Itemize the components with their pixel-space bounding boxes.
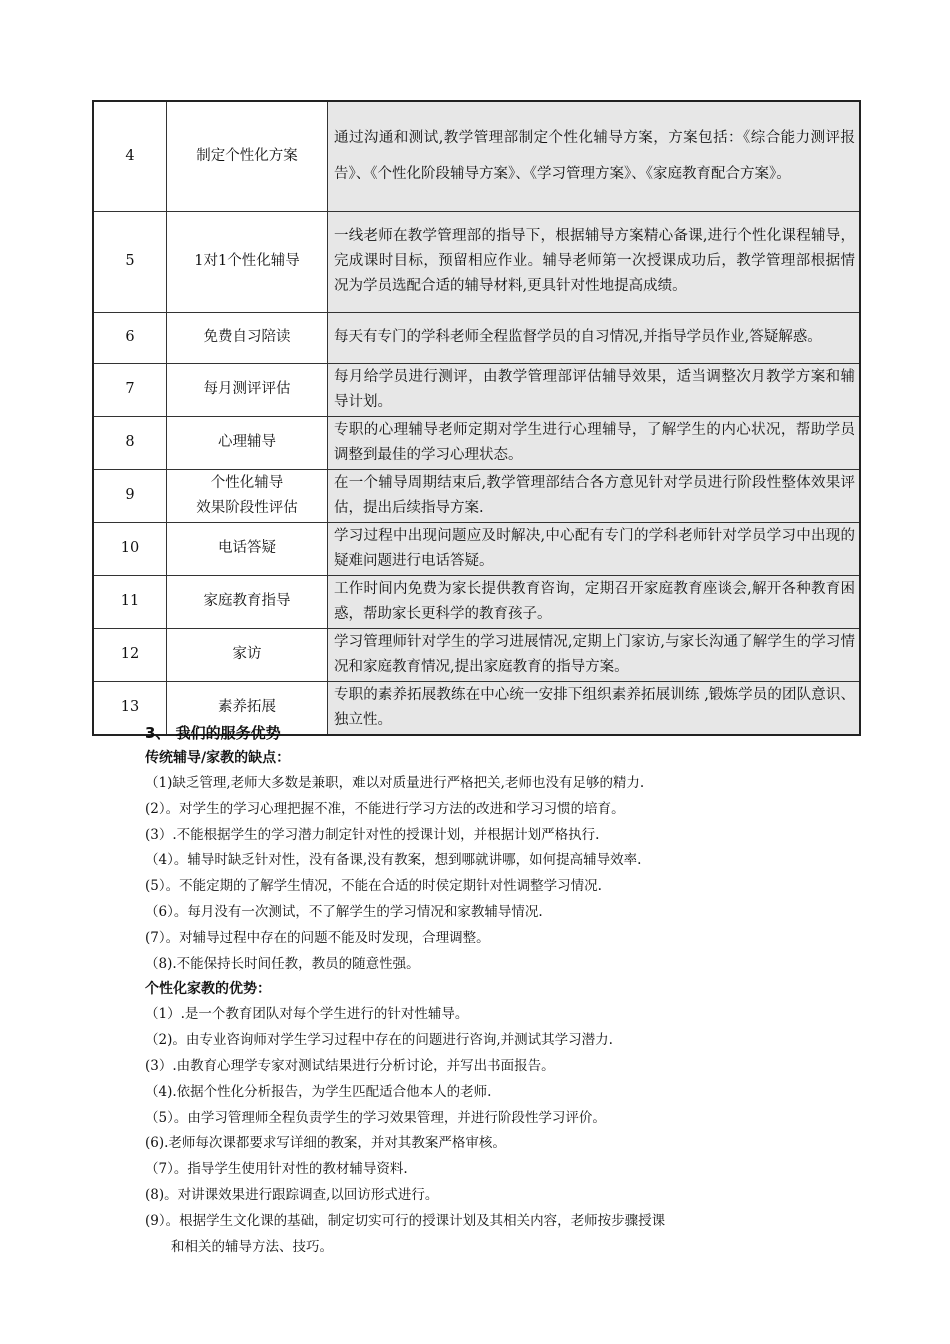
service-name: [167, 416, 328, 469]
service-name: [167, 628, 328, 681]
list-item: （1）.是一个教育团队对每个学生进行的针对性辅导。: [145, 1006, 469, 1023]
row-number: 12: [93, 628, 167, 681]
service-name-line: 心理辅导: [218, 434, 276, 450]
row-number: 6: [93, 312, 167, 363]
service-name-line: 每月测评评估: [203, 381, 291, 397]
service-name: [167, 522, 328, 575]
list-item: (5）。不能定期的了解学生情况，不能在合适的时侯定期针对性调整学习情况.: [145, 878, 602, 895]
table-row: [93, 416, 860, 469]
table-row: [93, 312, 860, 363]
list-item: (3）.不能根据学生的学习潜力制定针对性的授课计划，并根据计划严格执行.: [145, 826, 600, 843]
service-name: [167, 211, 328, 312]
service-name-line: 制定个性化方案: [196, 147, 298, 164]
service-name-line: 电话答疑: [218, 540, 276, 556]
row-number: 7: [93, 363, 167, 416]
table-row: [93, 211, 860, 312]
list-item-continuation: 和相关的辅导方法、技巧。: [171, 1238, 333, 1255]
table-row: [93, 101, 860, 211]
list-item: (8)。对讲课效果进行跟踪调查,以回访形式进行。: [145, 1186, 439, 1203]
row-number: 5: [93, 211, 167, 312]
table-row: [93, 522, 860, 575]
service-name: [167, 363, 328, 416]
service-name: [167, 101, 328, 211]
row-number: 8: [93, 416, 167, 469]
service-description: 每天有专门的学科老师全程监督学员的自习情况,并指导学员作业,答疑解惑。: [328, 312, 861, 363]
service-description: 学习过程中出现问题应及时解决,中心配有专门的学科老师针对学员学习中出现的疑难问题进行电话答疑。: [328, 522, 861, 575]
service-name-line: 素养拓展: [218, 699, 276, 715]
service-name-line: 效果阶段性评估: [196, 499, 298, 516]
table-row: [93, 469, 860, 522]
list-item: （4）。辅导时缺乏针对性，没有备课,没有教案，想到哪就讲哪，如何提高辅导效率.: [145, 852, 642, 869]
list-item: （1)缺乏管理,老师大多数是兼职，难以对质量进行严格把关,老师也没有足够的精力.: [145, 775, 645, 791]
service-process-table: [92, 100, 861, 736]
table-row: [93, 575, 860, 628]
list-item: （2)。由专业咨询师对学生学习过程中存在的问题进行咨询,并测试其学习潜力.: [145, 1032, 613, 1049]
row-number: 10: [93, 522, 167, 575]
service-description: 专职的素养拓展教练在中心统一安排下组织素养拓展训练 ,锻炼学员的团队意识、独立性。: [328, 681, 861, 735]
service-advantages-section: [145, 720, 845, 1260]
table-row: [93, 363, 860, 416]
service-description: 一线老师在教学管理部的指导下，根据辅导方案精心备课,进行个性化课程辅导，完成课时目标，预留相应作业。辅导老师第一次授课成功后，教学管理部根据情况为学员选配合适的辅导材料,更具针对性地提高成绩。: [328, 211, 861, 312]
list-item: (6).老师每次课都要求写详细的教案，并对其教案严格审核。: [145, 1135, 506, 1152]
service-description: 在一个辅导周期结束后,教学管理部结合各方意见针对学员进行阶段性整体效果评估，提出后续指导方案.: [328, 469, 861, 522]
service-description: 每月给学员进行测评，由教学管理部评估辅导效果，适当调整次月教学方案和辅导计划。: [328, 363, 861, 416]
traditional-drawbacks-title: 传统辅导/家教的缺点：: [145, 750, 291, 766]
personalized-advantages-title: 个性化家教的优势：: [145, 981, 271, 998]
list-item: （4).依据个性化分析报告，为学生匹配适合他本人的老师.: [145, 1083, 492, 1100]
service-description: 专职的心理辅导老师定期对学生进行心理辅导，了解学生的内心状况，帮助学员调整到最佳的学习心理状态。: [328, 416, 861, 469]
list-item: （8).不能保持长时间任教，教员的随意性强。: [145, 955, 420, 972]
row-number: 13: [93, 681, 167, 735]
service-name: [167, 575, 328, 628]
list-item: （7）。指导学生使用针对性的教材辅导资料.: [145, 1161, 408, 1178]
row-number: 4: [93, 101, 167, 211]
service-name: [167, 469, 328, 522]
service-description: 通过沟通和测试,教学管理部制定个性化辅导方案，方案包括：《综合能力测评报告》、《个性化阶段辅导方案》、《学习管理方案》、《家庭教育配合方案》。: [328, 101, 861, 211]
service-name: [167, 312, 328, 363]
service-name-line: 免费自习陪读: [203, 329, 291, 345]
service-description: 工作时间内免费为家长提供教育咨询，定期召开家庭教育座谈会,解开各种教育困惑，帮助家长更科学的教育孩子。: [328, 575, 861, 628]
list-item: (3）.由教育心理学专家对测试结果进行分析讨论，并写出书面报告。: [145, 1057, 555, 1074]
list-item: （5）。由学习管理师全程负责学生的学习效果管理，并进行阶段性学习评价。: [145, 1109, 606, 1126]
service-name-line: 家访: [232, 646, 262, 662]
list-item: (2）。对学生的学习心理把握不准，不能进行学习方法的改进和学习习惯的培育。: [145, 800, 625, 817]
service-name-line: 个性化辅导: [210, 474, 284, 491]
list-item: (7）。对辅导过程中存在的问题不能及时发现，合理调整。: [145, 929, 490, 946]
service-name-line: 家庭教育指导: [203, 593, 291, 609]
section-heading: 3、 我们的服务优势: [145, 724, 281, 742]
list-item: （6）。每月没有一次测试，不了解学生的学习情况和家教辅导情况.: [145, 903, 543, 920]
service-name-line: 1对1个性化辅导: [194, 253, 300, 269]
list-item: (9）。根据学生文化课的基础，制定切实可行的授课计划及其相关内容，老师按步骤授课: [145, 1212, 666, 1229]
row-number: 9: [93, 469, 167, 522]
row-number: 11: [93, 575, 167, 628]
table-row: [93, 628, 860, 681]
service-description: 学习管理师针对学生的学习进展情况,定期上门家访,与家长沟通了解学生的学习情况和家庭教育情况,提出家庭教育的指导方案。: [328, 628, 861, 681]
